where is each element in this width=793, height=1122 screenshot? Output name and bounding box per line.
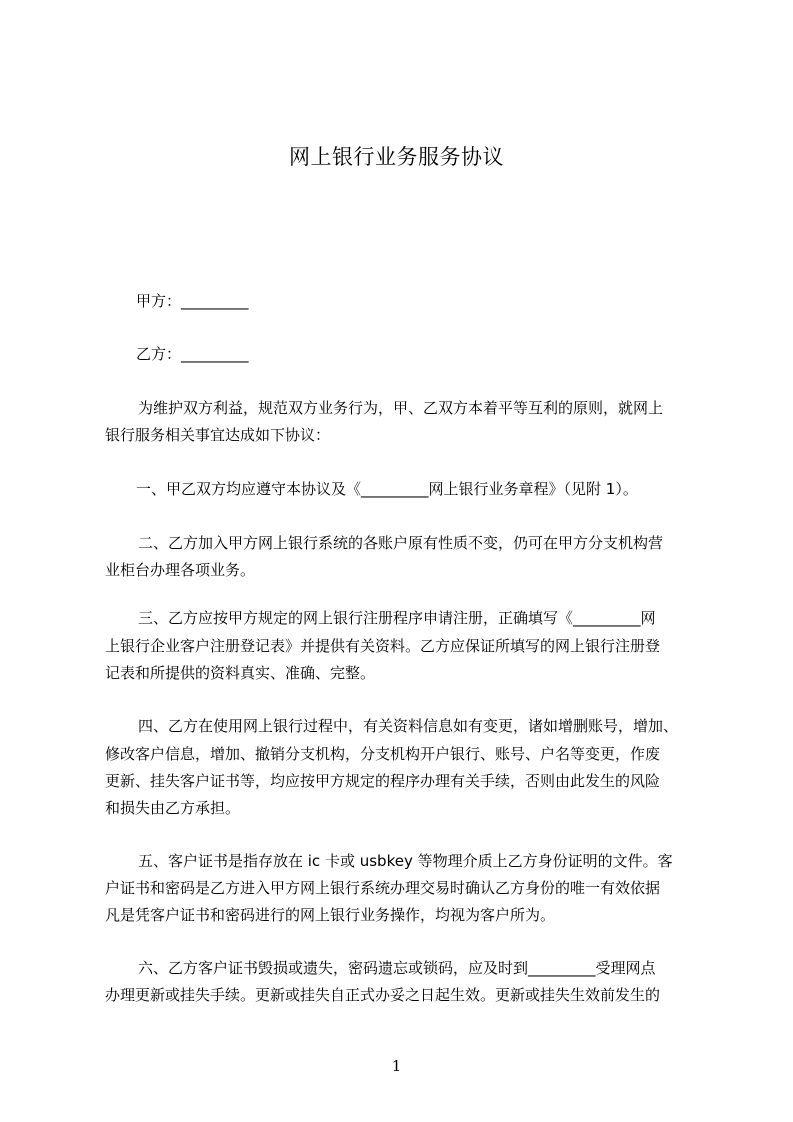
clause-2-line-2: 业柜台办理各项业务。	[105, 561, 256, 579]
clause-5-line-3: 凡是凭客户证书和密码进行的网上银行业务操作，均视为客户所为。	[105, 906, 556, 924]
clause-4-line-3: 更新、挂失客户证书等，均应按甲方规定的程序办理有关手续，否则由此发生的风险	[105, 772, 661, 790]
clause-5-line-2: 户证书和密码是乙方进入甲方网上银行系统办理交易时确认乙方身份的唯一有效依据	[105, 879, 661, 897]
clause-3-line-1: 三、乙方应按甲方规定的网上银行注册程序申请注册，正确填写《_________网	[138, 609, 656, 627]
paragraph-preamble-line-1: 为维护双方利益，规范双方业务行为，甲、乙双方本着平等互利的原则，就网上	[138, 399, 664, 417]
page-number: 1	[391, 1057, 402, 1075]
document-title: 网上银行业务服务协议	[289, 145, 504, 169]
clause-6-line-2: 办理更新或挂失手续。更新或挂失自正式办妥之日起生效。更新或挂失生效前发生的	[105, 986, 661, 1004]
party-b-line: 乙方：_________	[136, 345, 249, 363]
clause-4-line-1: 四、乙方在使用网上银行过程中，有关资料信息如有变更，诸如增删账号，增加、	[138, 717, 679, 735]
clause-5-line-1: 五、客户证书是指存放在 ic 卡或 usbkey 等物理介质上乙方身份证明的文件。客	[138, 852, 673, 870]
clause-4-line-4: 和损失由乙方承担。	[105, 799, 241, 817]
clause-6-line-1: 六、乙方客户证书毁损或遗失，密码遗忘或锁码，应及时到_________受理网点	[138, 959, 656, 977]
clause-2-line-1: 二、乙方加入甲方网上银行系统的各账户原有性质不变，仍可在甲方分支机构营	[138, 534, 664, 552]
clause-3-line-2: 上银行企业客户注册登记表》并提供有关资料。乙方应保证所填写的网上银行注册登	[105, 637, 661, 655]
paragraph-preamble-line-2: 银行服务相关事宜达成如下协议：	[105, 426, 331, 444]
party-a-line: 甲方：_________	[136, 292, 249, 310]
clause-4-line-2: 修改客户信息，增加、撤销分支机构，分支机构开户银行、账号、户名等变更，作废	[105, 745, 661, 763]
clause-1-line-1: 一、甲乙双方均应遵守本协议及《_________网上银行业务章程》（见附 1）。	[136, 480, 638, 498]
clause-3-line-3: 记表和所提供的资料真实、准确、完整。	[105, 664, 376, 682]
